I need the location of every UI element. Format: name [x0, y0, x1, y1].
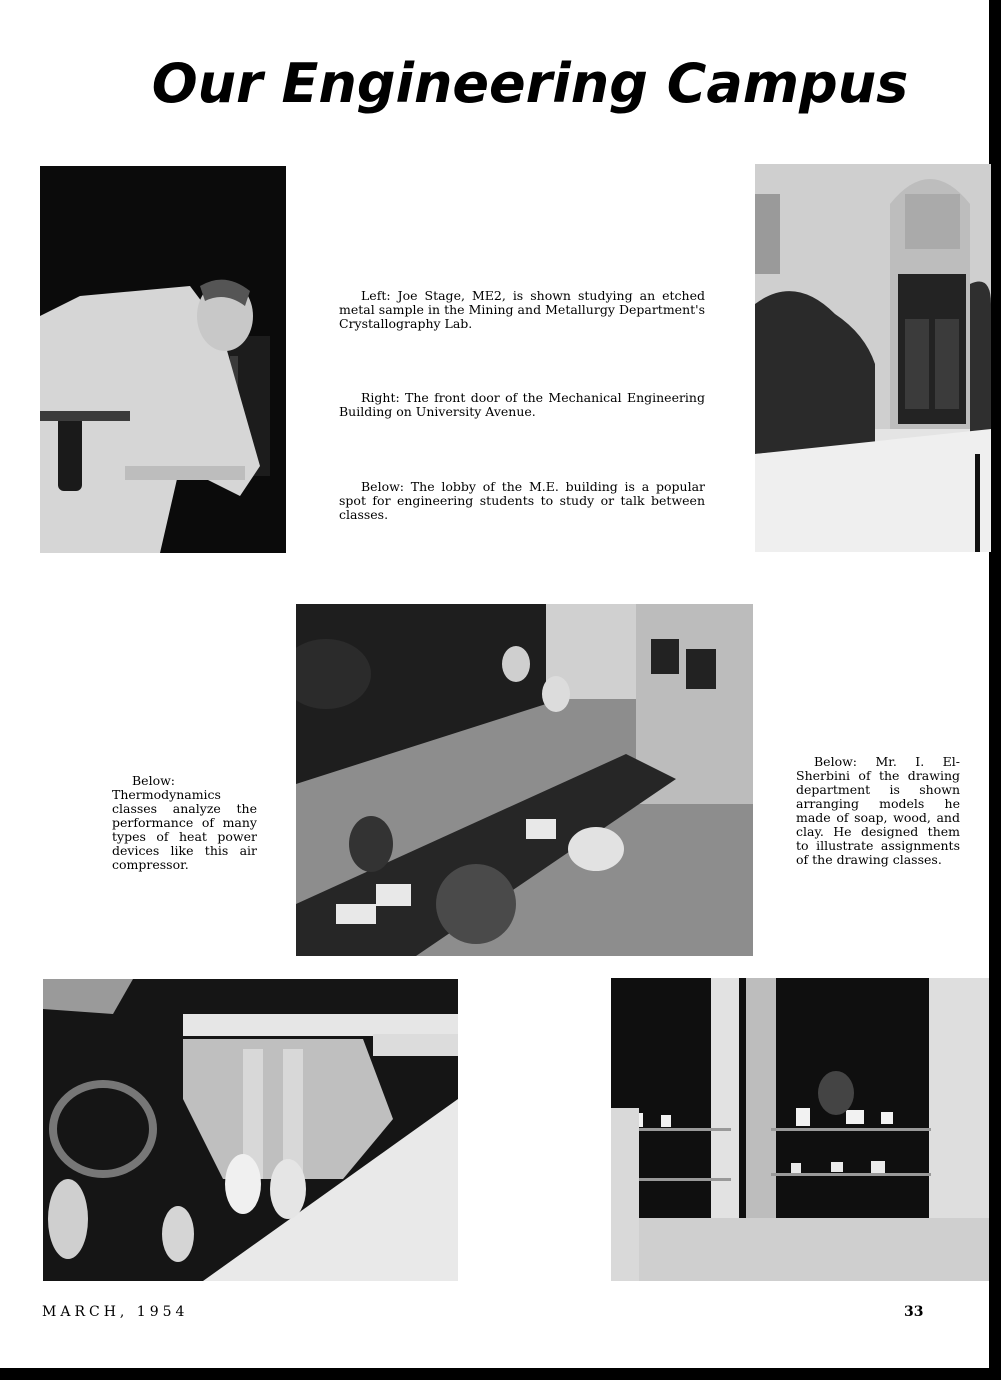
photo-air-compressor	[43, 979, 458, 1281]
caption-right-photo: Right: The front door of the Mechanical Engineering Building on University Avenue.	[339, 390, 705, 419]
photo-drawing-models	[611, 978, 989, 1281]
page-number: 33	[904, 1304, 924, 1320]
caption-lobby-photo: Below: The lobby of the M.E. building is a popular spot for engineering students to study or talk between classes.	[339, 479, 705, 522]
footer-date: MARCH, 1954	[42, 1304, 189, 1320]
photo-lobby	[296, 604, 753, 956]
caption-drawing-photo: Below: Mr. I. El-Sherbini of the drawing department is shown arranging models he made of soap, wood, and clay. He designed them to illustrate assignments of the drawing classes.	[796, 754, 960, 867]
caption-left-photo: Left: Joe Stage, ME2, is shown studying an etched metal sample in the Mining and Metallurgy Department's Crystallography Lab.	[339, 288, 705, 331]
photo-student-microscope	[40, 166, 286, 553]
photo-front-door	[755, 164, 991, 552]
caption-thermo-photo: Below: Thermodynamics classes analyze the performance of many types of heat power devices like this air compressor.	[112, 773, 257, 872]
page-title: Our Engineering Campus	[151, 52, 909, 115]
scan-edge-bottom	[0, 1368, 1001, 1380]
